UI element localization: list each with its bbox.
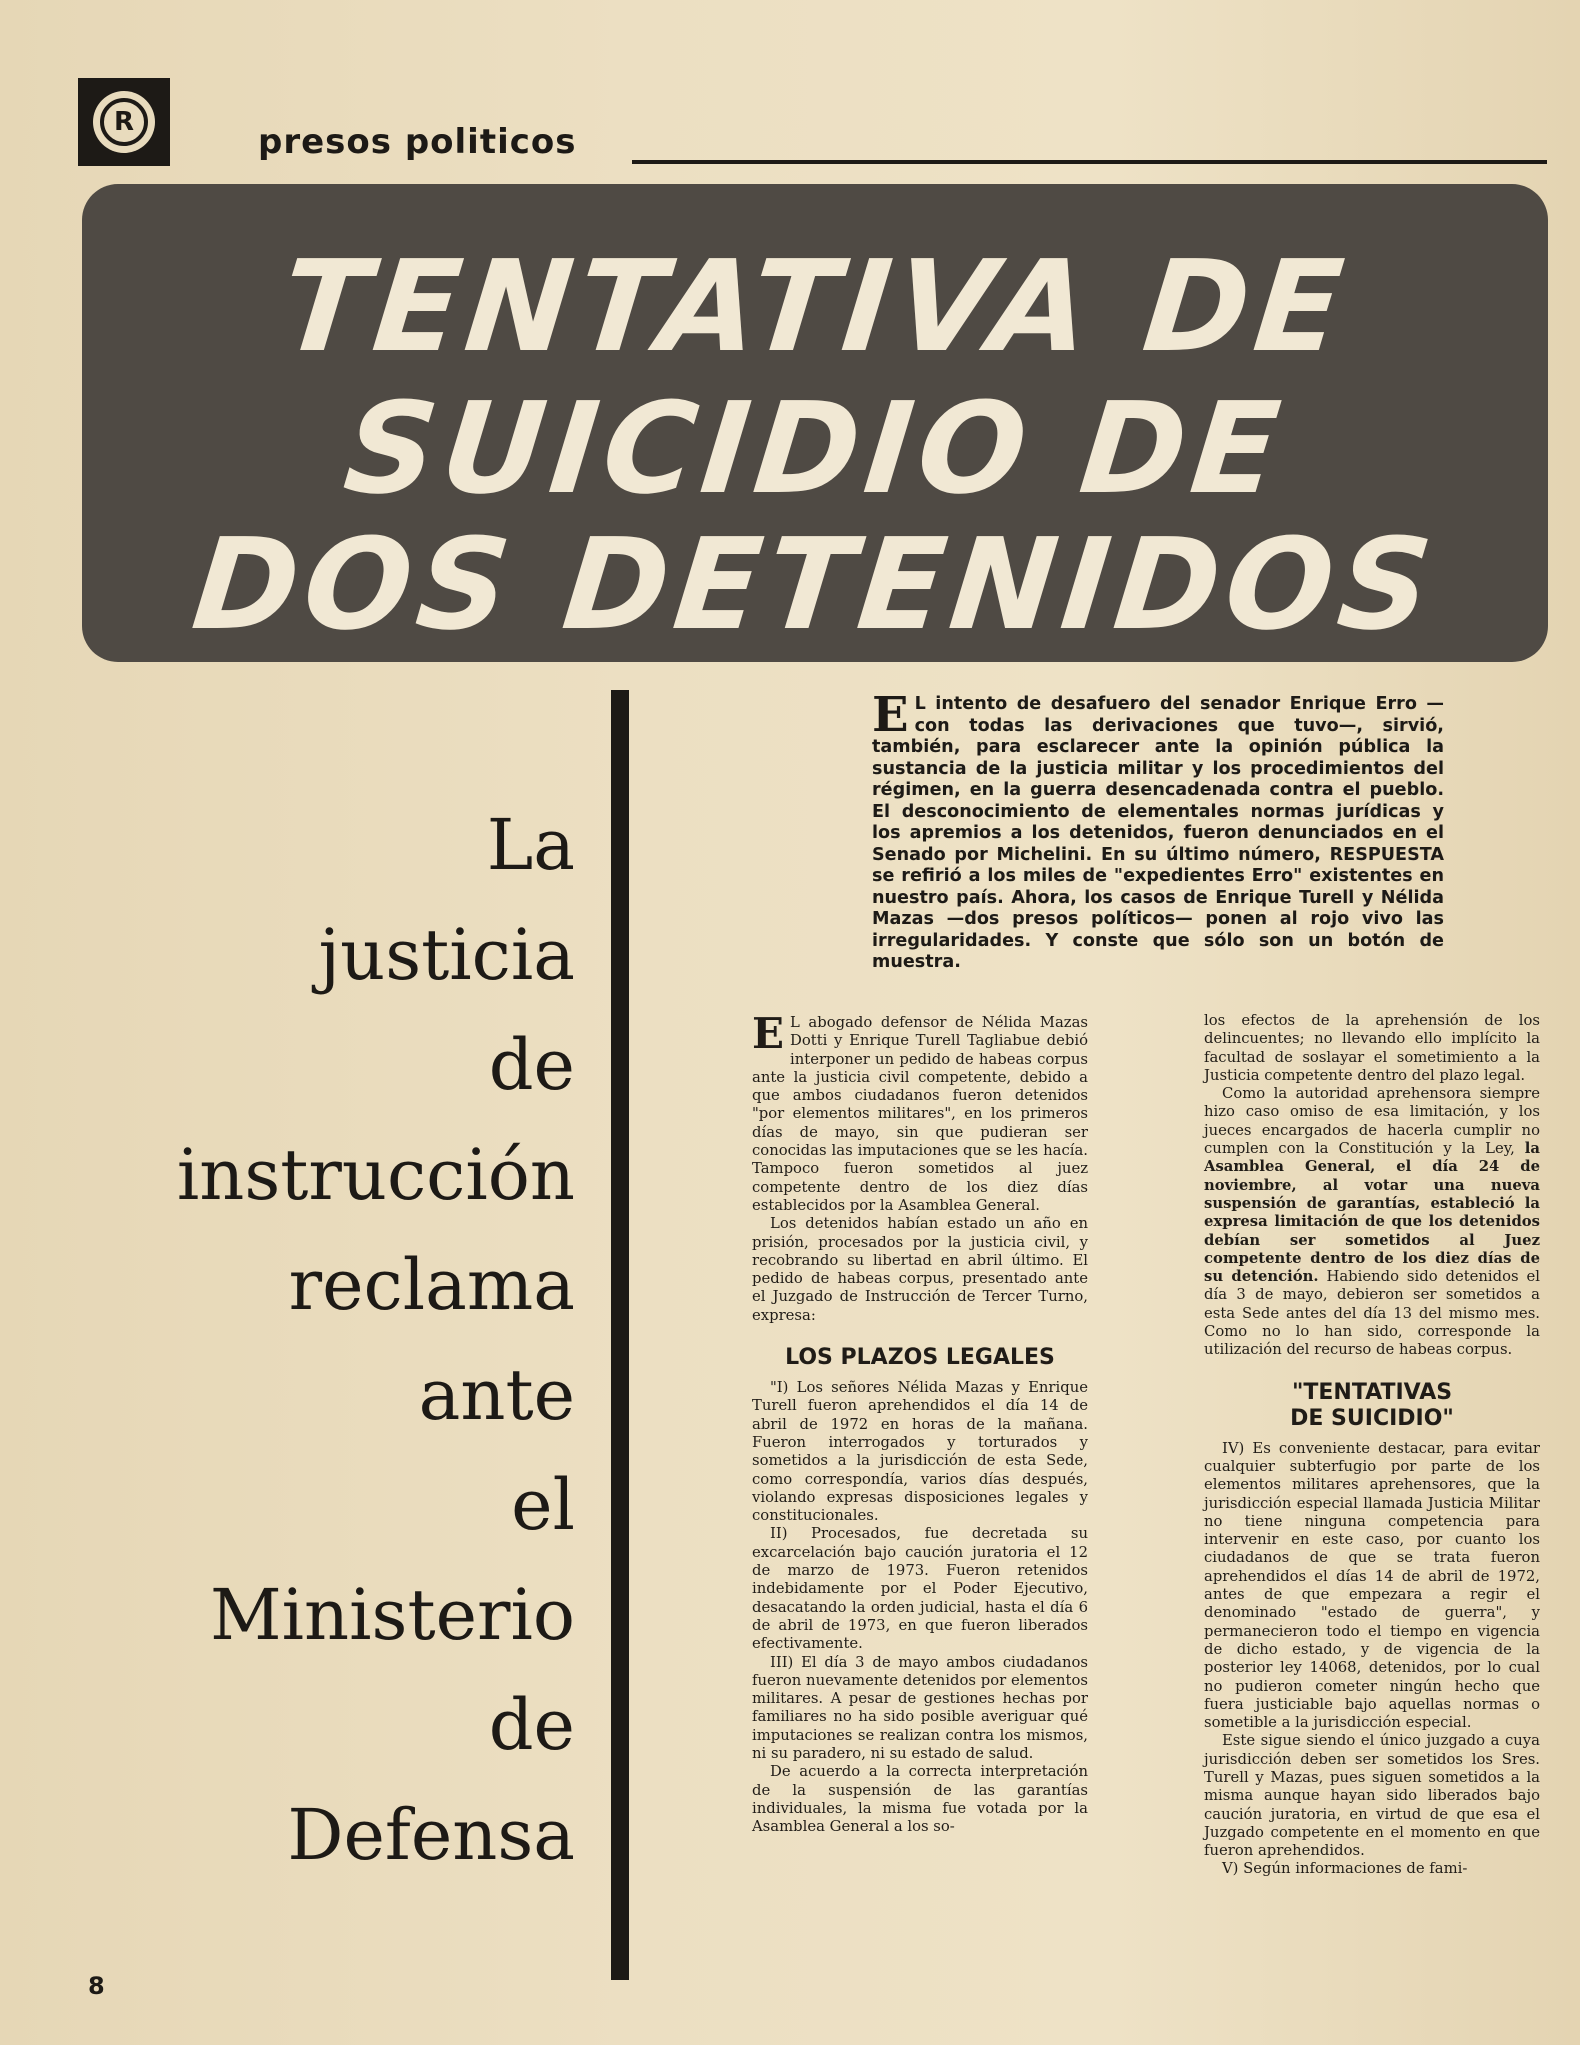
kicker-text bbox=[55, 790, 575, 1890]
kicker-word: de bbox=[488, 1684, 575, 1766]
paragraph-text: Como la autoridad aprehensora siempre hizo caso omiso de esa limitación, y los jueces encargados de hacerla cumplir no cumplen con la Constitución y la Ley, bbox=[1204, 1085, 1540, 1158]
bold-text: la Asamblea General, el día 24 de noviembre, al votar una nueva suspensión de garantías, estableció la expresa limitación de que los detenidos debían ser sometidos al Juez competente dentro de los diez días de su detención. bbox=[1204, 1140, 1540, 1286]
lead-paragraph bbox=[872, 687, 1444, 974]
paragraph: II) Procesados, fue decretada su excarcelación bajo caución juratoria el 12 de marzo de 1973. Fueron retenidos indebidamente por el Poder Ejecutivo, desacatando la orden judicial, hasta el día 6 de abril de 1973, en que fueron liberados efectivamente. bbox=[752, 1525, 1088, 1653]
paragraph bbox=[1204, 1085, 1540, 1359]
headline-line-1: TENTATIVA DE bbox=[274, 233, 1356, 380]
paragraph: V) Según informaciones de fami- bbox=[1222, 1860, 1468, 1878]
article-column-1 bbox=[752, 1009, 1088, 1974]
paragraph-text: Habiendo sido detenidos el día 3 de mayo, debieron ser sometidos a esta Sede antes del día 13 del mismo mes. Como no lo han sido, corresponde la utilización del recurso de habeas corpus. bbox=[1204, 1268, 1540, 1359]
kicker-word: reclama bbox=[288, 1244, 575, 1326]
kicker-word: ante bbox=[418, 1354, 575, 1436]
paragraph: IV) Es conveniente destacar, para evitar cualquier subterfugio por parte de los elementos militares aprehensores, que la jurisdicción especial llamada Justicia Militar no tiene ninguna competencia para intervenir en este caso, por cuanto los ciudadanos de que se trata fueron aprehendidos el días 14 de abril de 1972, antes de que empezara a regir el denominado "estado de guerra", y permanecieron todo el tiempo en vigencia de dicho estado, y de vigencia de la posterior ley 14068, detenidos, por lo cual no pudieron cometer ningún hecho que fuera justiciable bajo aquellas normas o sometible a la jurisdicción especial. bbox=[1204, 1439, 1540, 1732]
paragraph: "I) Los señores Nélida Mazas y Enrique Turell fueron aprehendidos el día 14 de abril de 1972 en horas de la mañana. Fueron interrogados y torturados y sometidos a la jurisdicción de esta Sede, como correspondía, varios días después, violando expresas disposiciones legales y constitucionales. bbox=[752, 1379, 1088, 1525]
page-number: 8 bbox=[88, 1972, 105, 2000]
section-rule bbox=[632, 160, 1547, 164]
drop-cap: E bbox=[752, 1009, 785, 1058]
headline-line-2: SUICIDIO DE bbox=[338, 375, 1292, 522]
paragraph: III) El día 3 de mayo ambos ciudadanos fueron nuevamente detenidos por elementos militares. A pesar de gestiones hechas por familiares no ha sido posible averiguar qué imputaciones se realizan contra los mismos, ni su paradero, ni su estado de salud. bbox=[752, 1653, 1088, 1762]
kicker-word: La bbox=[486, 804, 575, 886]
magazine-logo bbox=[78, 78, 170, 166]
subheading bbox=[1204, 1380, 1540, 1432]
kicker-word: Defensa bbox=[287, 1794, 575, 1876]
kicker-word: justicia bbox=[318, 914, 575, 996]
logo-letter: R bbox=[100, 98, 148, 146]
subheading-line: "TENTATIVAS bbox=[1291, 1379, 1453, 1405]
section-title: presos politicos bbox=[258, 122, 577, 162]
lead-text: L intento de desafuero del senador Enrique Erro —con todas las derivaciones que tuvo—, sirvió, también, para esclarecer ante la opinión pública la sustancia de la justicia militar y los procedimientos del régimen, en la guerra desencadenada contra el pueblo. El desconocimiento de elementales normas jurídicas y los apremios a los detenidos, fueron denunciados en el Senado por Michelini. En su último número, RESPUESTA se refirió a los miles de "expedientes Erro" existentes en nuestro país. Ahora, los casos de Enrique Turell y Nélida Mazas —dos presos políticos— ponen al rojo vivo las irregularidades. Y conste que sólo son un botón de muestra. bbox=[872, 694, 1444, 972]
subheading-line: DE SUICIDIO" bbox=[1290, 1405, 1454, 1431]
paragraph: los efectos de la aprehensión de los delincuentes; no llevando ello implícito la facultad de soslayar el sometimiento a la Justicia competente dentro del plazo legal. bbox=[1204, 1012, 1540, 1084]
subheading: LOS PLAZOS LEGALES bbox=[785, 1345, 1055, 1371]
headline-panel bbox=[82, 184, 1548, 662]
kicker-word: instrucción bbox=[176, 1134, 575, 1216]
kicker-word: Ministerio bbox=[209, 1574, 575, 1656]
paragraph: De acuerdo a la correcta interpretación de la suspensión de las garantías individuales, la misma fue votada por la Asamblea General a los so- bbox=[752, 1763, 1088, 1836]
lead-drop-cap: E bbox=[872, 687, 909, 743]
kicker-word: el bbox=[511, 1464, 575, 1546]
paragraph: Este sigue siendo el único juzgado a cuya jurisdicción deben ser sometidos los Sres. Turell y Mazas, pues siguen sometidos a la misma aunque hayan sido liberados bajo caución juratoria, en virtud de que esa el Juzgado competente en el momento en que fueron aprehendidos. bbox=[1204, 1732, 1540, 1860]
logo-gear-icon bbox=[93, 91, 155, 153]
paragraph-text: L abogado defensor de Nélida Mazas Dotti y Enrique Turell Tagliabue debió interponer un pedido de habeas corpus ante la justicia civil competente, debido a que ambos ciudadanos fueron detenidos "por elementos militares", en los primeros días de mayo, sin que pudieran ser conocidas las imputaciones que se les hacía. Tampoco fueron sometidos al juez competente dentro de los diez días establecidos por la Asamblea General. bbox=[752, 1014, 1088, 1214]
paragraph: Los detenidos habían estado un año en prisión, procesados por la justicia civil, y recobrando su libertad en abril último. El pedido de habeas corpus, presentado ante el Juzgado de Instrucción de Tercer Turno, expresa: bbox=[752, 1215, 1088, 1324]
vertical-divider bbox=[611, 690, 629, 1980]
kicker-word: de bbox=[488, 1024, 575, 1106]
headline-line-3: DOS DETENIDOS bbox=[186, 511, 1444, 658]
paragraph bbox=[752, 1009, 1088, 1215]
article-column-2 bbox=[1204, 1012, 1540, 2012]
